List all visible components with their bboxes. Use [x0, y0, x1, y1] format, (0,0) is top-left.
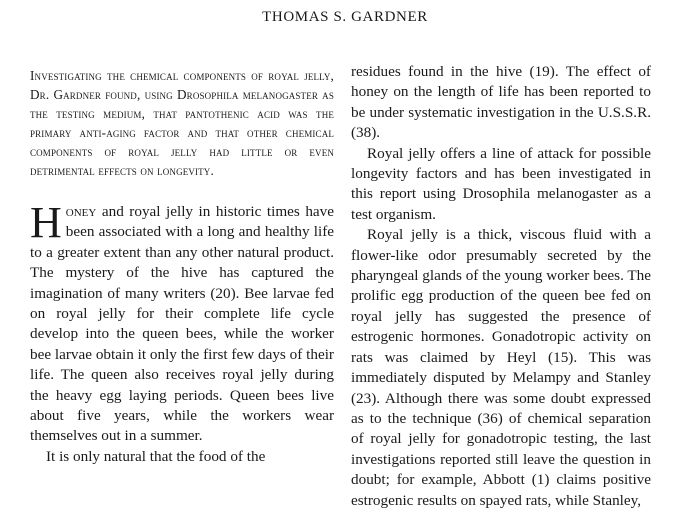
abstract: Investigating the chemical components of royal jelly, Dr. Gardner found, using Drosophila melanogaster as the testing medium, that pantothenic acid was the primary anti-aging factor and that other chemical components of royal jelly had little or even detrimental effects on longevity. — [30, 68, 334, 178]
drop-cap: H — [30, 198, 62, 247]
left-paragraph-2: It is only natural that the food of the — [46, 447, 266, 465]
intro-paragraph — [30, 198, 334, 447]
right-paragraph-3: Royal jelly is a thick, viscous fluid with a flower-like odor presumably secreted by the pharyngeal glands of the young worker bees. The prolific egg production of the queen bee fed on royal jelly has suggested the presence of estrogenic hormones. Gonadotropic activity on rats was claimed by Heyl (15). This was immediately disputed by Melampy and Stanley (23). Although there was some doubt expressed as to the technique (36) of chemical separation of royal jelly for gonadotropic testing, the last investigations reported still leave the question in doubt; for example, Abbott (1) claims positive estrogenic results on spayed rats, while Stanley, — [351, 226, 652, 509]
intro-text: and royal jelly in historic times have been associated with a long and healthy life to a greater extent than any other natural product. The mystery of the hive has captured the imagination of many writers (20). Bee larvae fed on royal jelly for their complete life cycle develop into the queen bees, while the worker bee larvae obtain it only the first few days of their life. The queen also receives royal jelly during the heavy egg laying periods. Queen bees live about five years, while the workers wear themselves out in a summer. — [30, 203, 334, 445]
intro-lead-word: oney — [65, 203, 97, 220]
running-head: THOMAS S. GARDNER — [262, 9, 428, 25]
right-column — [351, 62, 651, 511]
left-column — [30, 62, 334, 467]
right-paragraph-1: residues found in the hive (19). The effect of honey on the length of life has been reported to be under systematic investigation in the U.S.S.R. (38). — [351, 63, 651, 142]
right-paragraph-2: Royal jelly offers a line of attack for possible longevity factors and has been investigated in this report using Drosophila melanogaster as a test organism. — [351, 144, 651, 223]
